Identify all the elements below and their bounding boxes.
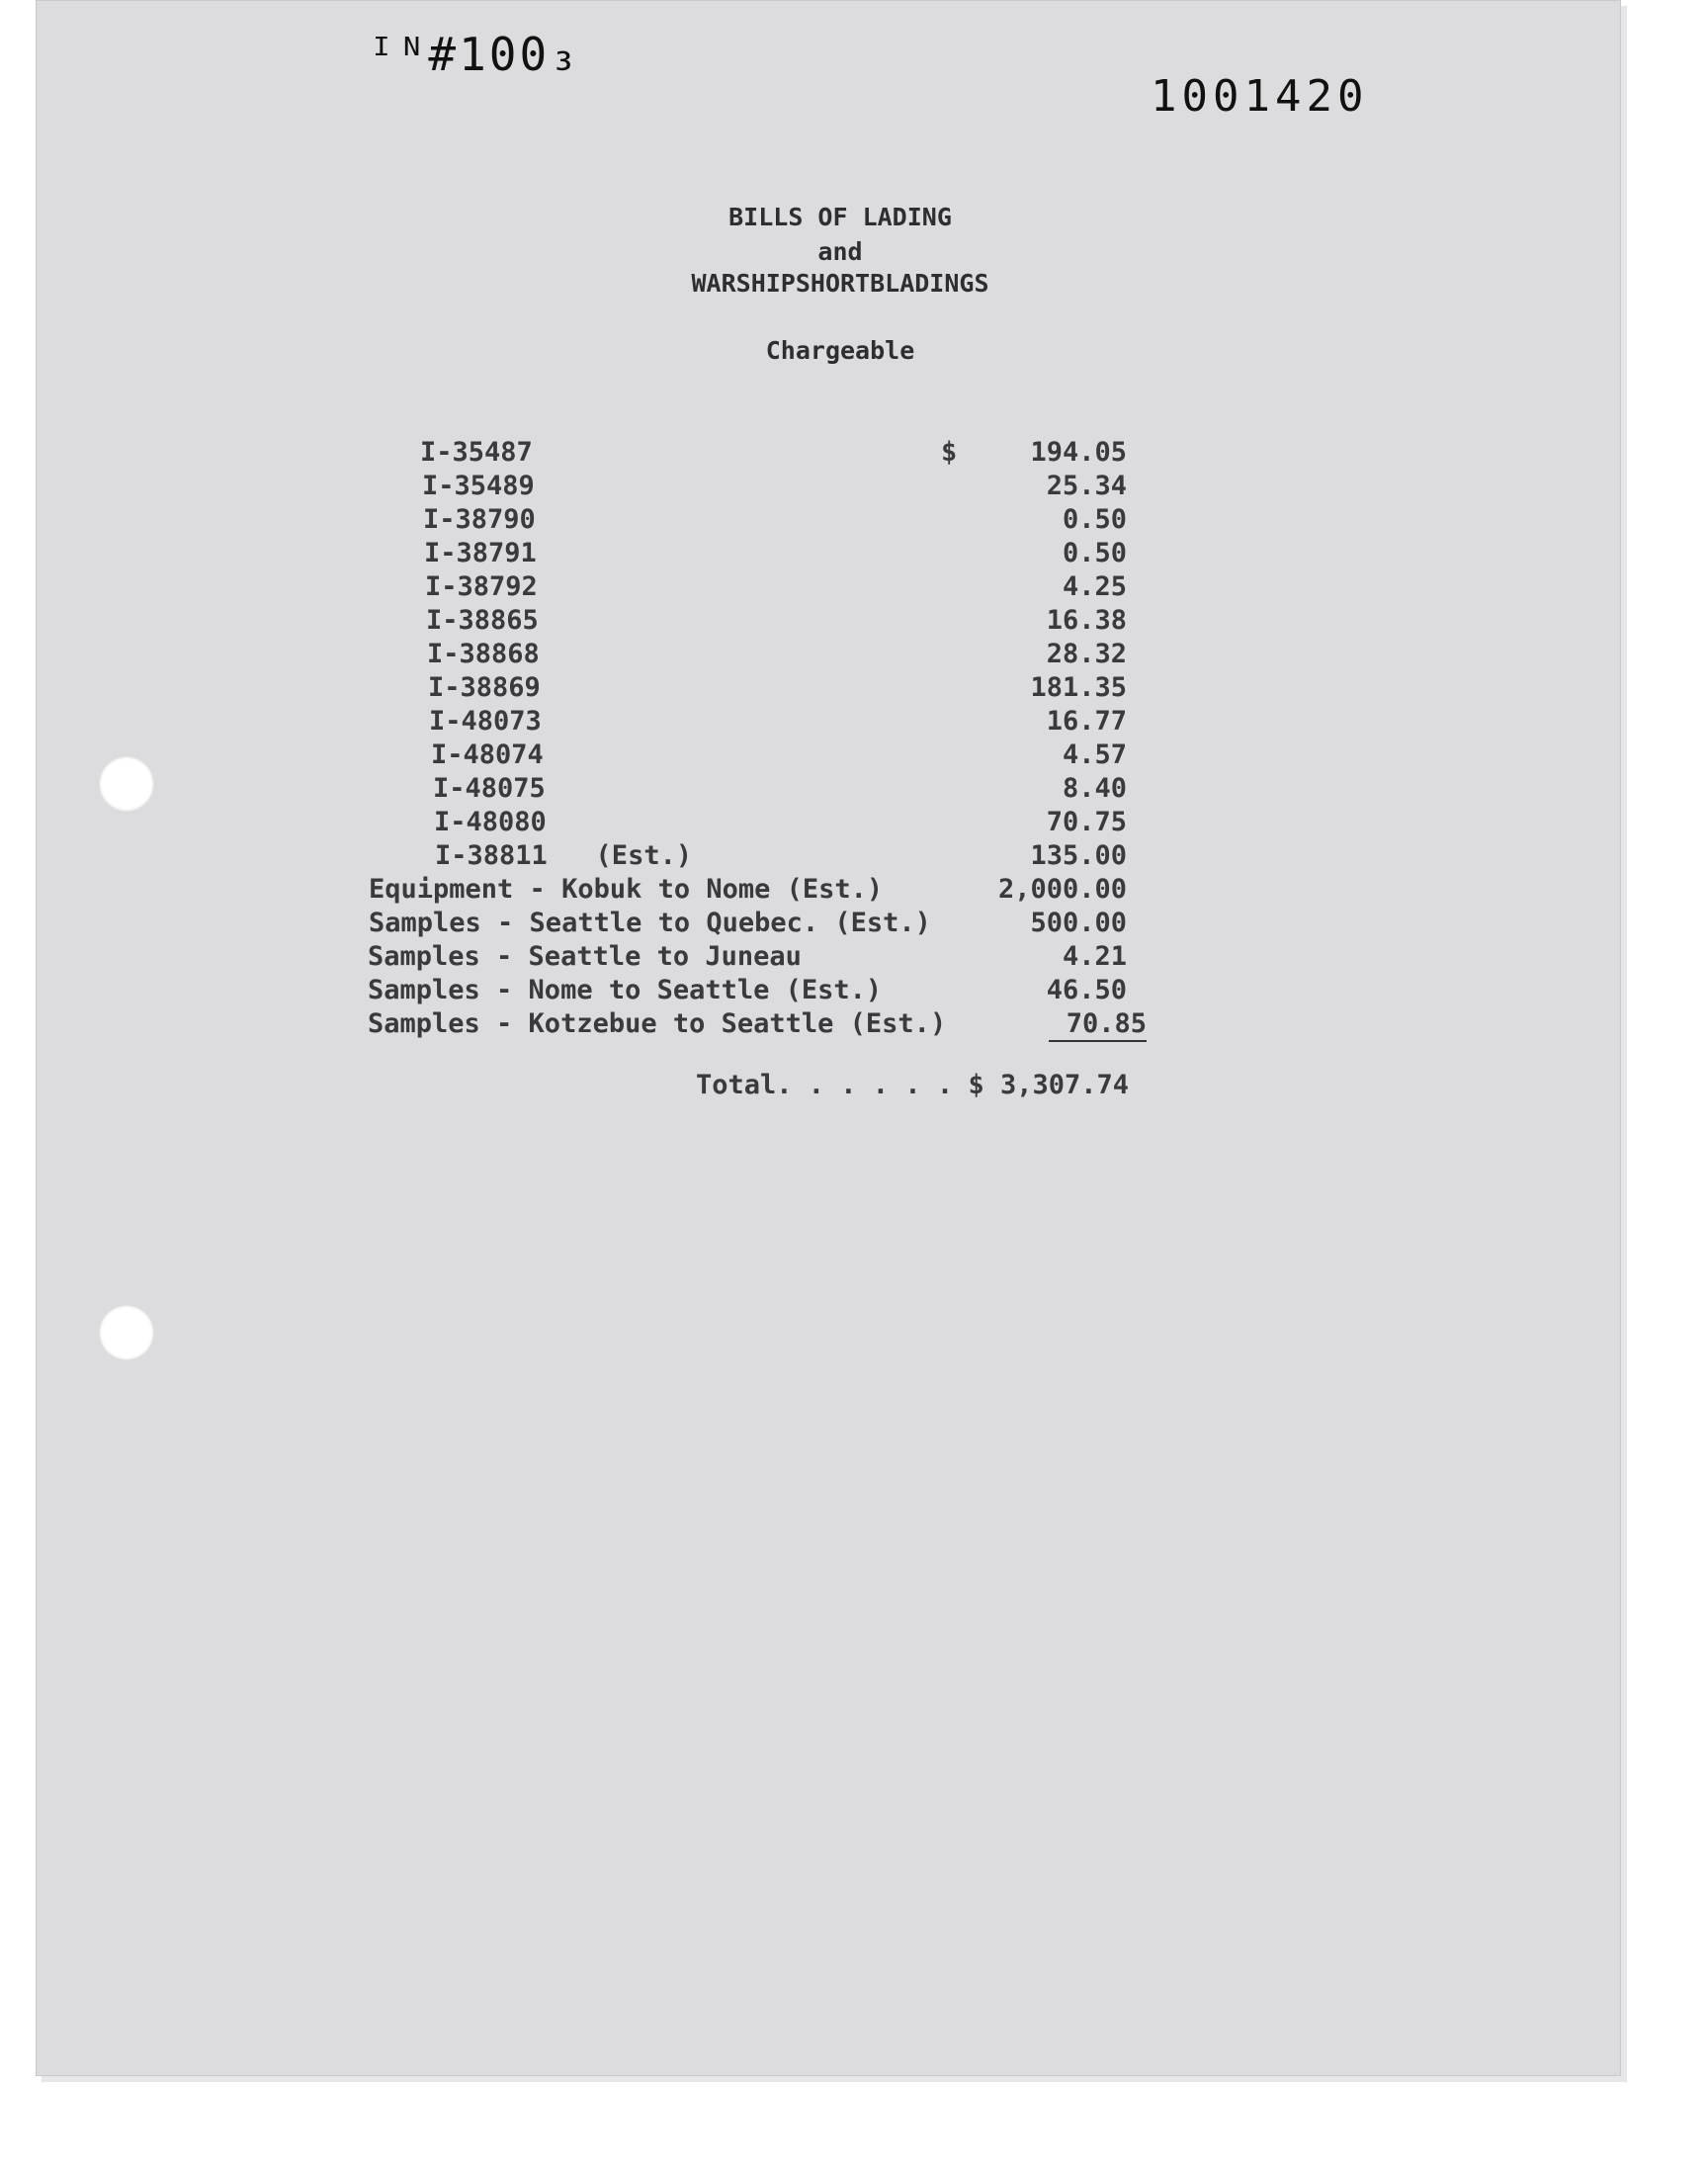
- list-item: [0, 807, 1708, 840]
- item-amount: 46.50: [1046, 975, 1127, 1005]
- list-item: [0, 706, 1708, 740]
- item-label: I-35489: [422, 471, 535, 501]
- item-label: I-48075: [433, 773, 546, 804]
- total-amount: $ 3,307.74: [968, 1070, 1129, 1100]
- title-line-3: WARSHIPSHORTBLADINGS: [691, 269, 989, 298]
- list-item: [0, 941, 1708, 975]
- item-label: I-38869: [428, 672, 541, 703]
- file-number-stamp-right: 1001420: [1151, 71, 1369, 122]
- item-label: I-38792: [425, 571, 538, 602]
- item-label: Samples - Nome to Seattle (Est.): [368, 975, 883, 1005]
- list-item: [0, 773, 1708, 807]
- item-amount: 135.00: [1030, 840, 1127, 871]
- list-item: [0, 908, 1708, 941]
- item-label: Samples - Kotzebue to Seattle (Est.): [368, 1008, 947, 1039]
- list-item: [0, 874, 1708, 908]
- item-amount: 2,000.00: [997, 874, 1127, 905]
- list-item: [0, 504, 1708, 538]
- item-label: I-38791: [424, 538, 537, 568]
- item-amount: 28.32: [1046, 639, 1127, 669]
- list-item: [0, 538, 1708, 571]
- item-amount: 70.85: [1049, 1008, 1147, 1042]
- subtitle-chargeable: Chargeable: [765, 336, 915, 365]
- currency-symbol: $: [941, 437, 958, 468]
- item-label: I-48080: [434, 807, 547, 837]
- item-amount: 4.25: [1062, 571, 1127, 602]
- list-item: [0, 437, 1708, 471]
- file-number-stamp-left: ᴵᴺ#100₃: [368, 28, 580, 81]
- item-amount: 4.21: [1062, 941, 1127, 972]
- item-amount: 25.34: [1046, 471, 1127, 501]
- list-item: [0, 840, 1708, 874]
- item-amount: 70.75: [1046, 807, 1127, 837]
- title-line-2: and: [817, 237, 863, 266]
- item-label: Samples - Seattle to Juneau: [368, 941, 802, 972]
- list-item: [0, 639, 1708, 672]
- item-label: I-38811 (Est.): [435, 840, 693, 871]
- item-amount: 0.50: [1062, 504, 1127, 535]
- list-item: [0, 471, 1708, 504]
- binder-hole: [99, 756, 154, 812]
- item-label: I-48073: [429, 706, 542, 737]
- list-item: [0, 740, 1708, 773]
- item-label: I-38868: [427, 639, 540, 669]
- title-line-1: BILLS OF LADING: [728, 203, 952, 231]
- item-label: I-35487: [420, 437, 533, 468]
- item-label: Equipment - Kobuk to Nome (Est.): [369, 874, 884, 905]
- item-amount: 8.40: [1062, 773, 1127, 804]
- item-amount: 16.38: [1046, 605, 1127, 636]
- item-label: I-38790: [423, 504, 536, 535]
- item-label: Samples - Seattle to Quebec. (Est.): [369, 908, 931, 938]
- item-amount: 16.77: [1046, 706, 1127, 737]
- item-amount: 194.05: [1030, 437, 1127, 468]
- list-item: [0, 1008, 1708, 1042]
- list-item: [0, 571, 1708, 605]
- item-amount: 4.57: [1062, 740, 1127, 770]
- total-row: [0, 1070, 1708, 1103]
- binder-hole: [99, 1305, 154, 1360]
- item-amount: 0.50: [1062, 538, 1127, 568]
- total-label: Total. . . . . .: [696, 1070, 954, 1100]
- item-label: I-38865: [426, 605, 539, 636]
- list-item: [0, 975, 1708, 1008]
- item-amount: 500.00: [1030, 908, 1127, 938]
- list-item: [0, 605, 1708, 639]
- item-label: I-48074: [431, 740, 544, 770]
- item-amount: 181.35: [1030, 672, 1127, 703]
- list-item: [0, 672, 1708, 706]
